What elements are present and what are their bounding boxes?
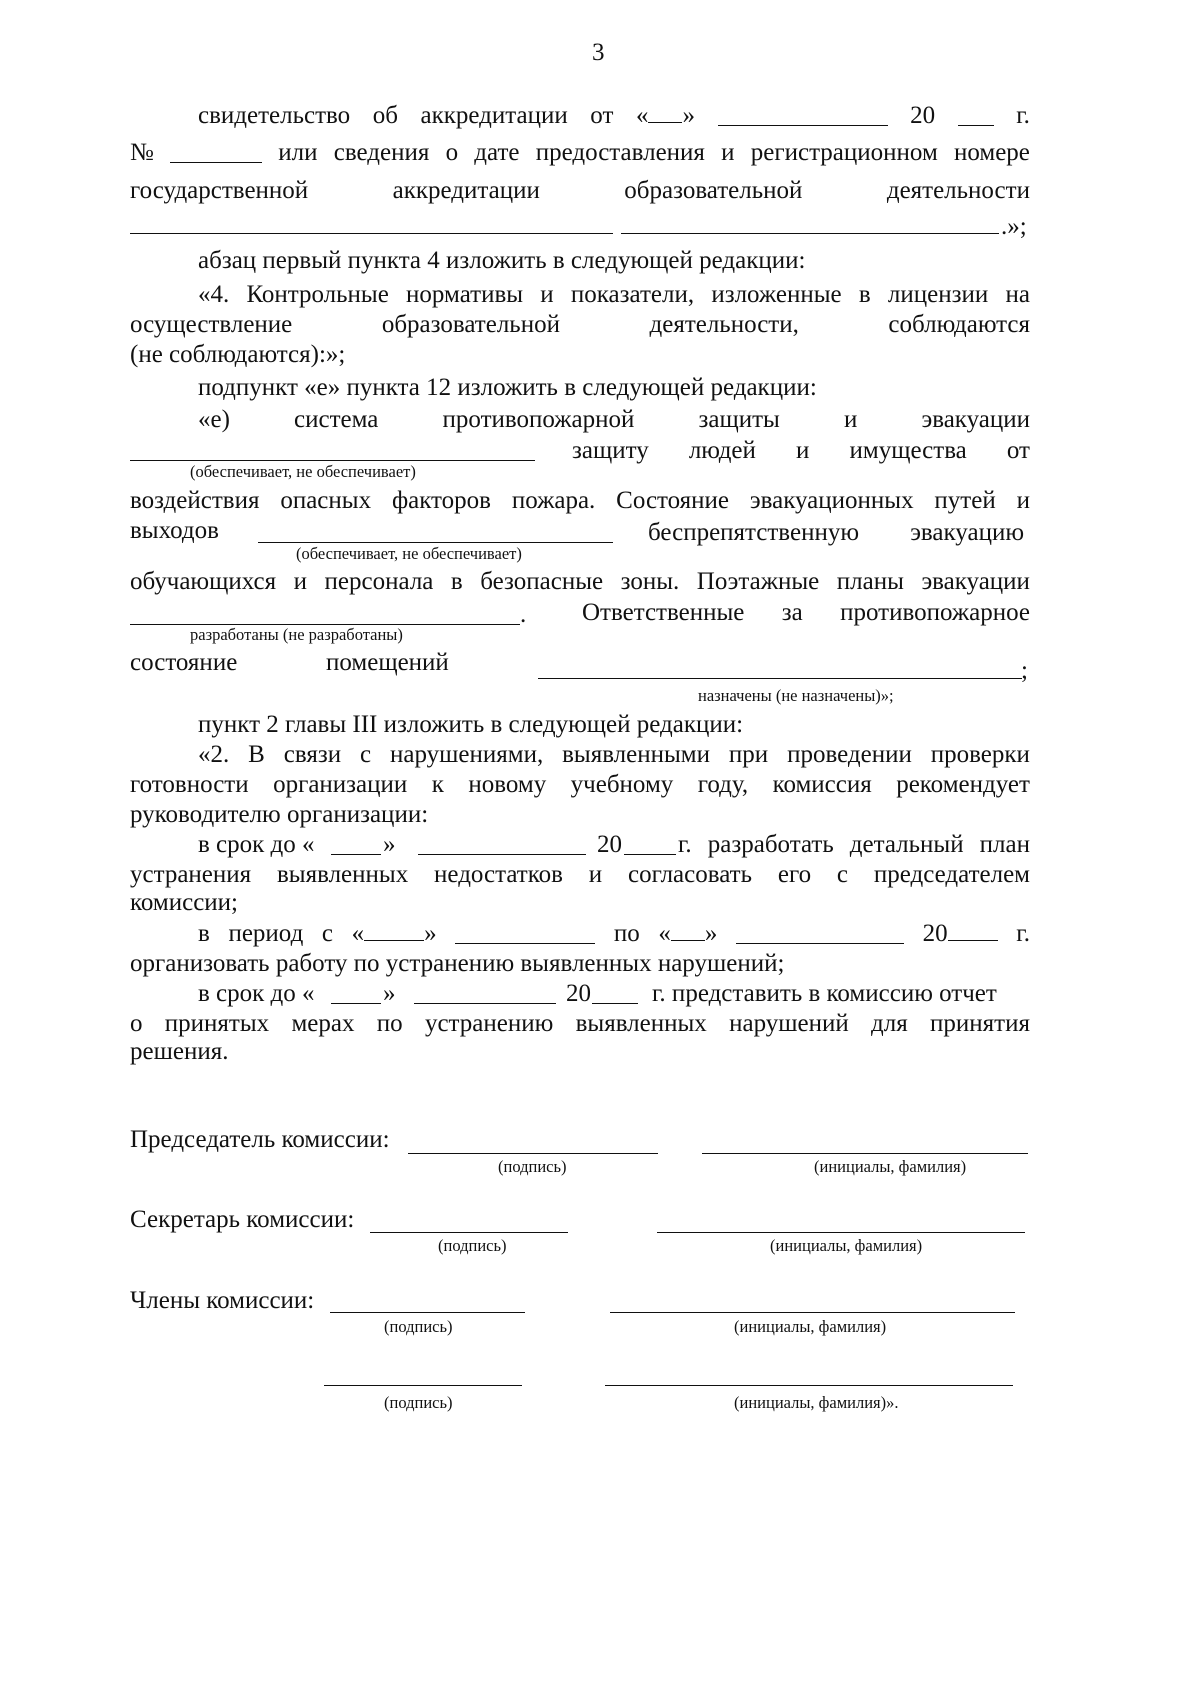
accreditation-line-2 bbox=[130, 138, 1030, 168]
item-2-line-6: комиссии; bbox=[130, 889, 238, 916]
word: об bbox=[372, 102, 398, 129]
to-year-field: 20 bbox=[923, 919, 998, 949]
member-name-line bbox=[610, 1312, 1015, 1313]
report-text: г. представить в комиссию отчет bbox=[652, 980, 997, 1007]
word: по bbox=[376, 1010, 403, 1037]
subitem-e-line-3 bbox=[130, 486, 1030, 516]
word: связи bbox=[283, 741, 342, 768]
month-field bbox=[718, 101, 888, 126]
word: лицензии bbox=[887, 281, 989, 308]
member-signature-line bbox=[324, 1385, 522, 1386]
quote-end: .»; bbox=[1001, 213, 1027, 240]
from-month-field bbox=[455, 919, 595, 944]
word: с bbox=[321, 920, 334, 947]
from-day-field: « » bbox=[351, 920, 437, 947]
word: планы bbox=[836, 568, 904, 595]
subitem-e-line-4 bbox=[648, 518, 1024, 548]
word: эвакуации bbox=[921, 568, 1030, 595]
word: г. bbox=[678, 831, 692, 858]
year-prefix: 20 bbox=[597, 831, 622, 858]
word: принятия bbox=[930, 1010, 1030, 1037]
word: эвакуации bbox=[921, 406, 1030, 433]
secretary-signature-line bbox=[370, 1232, 568, 1233]
word: обучающихся bbox=[130, 568, 277, 595]
word: или bbox=[278, 139, 318, 166]
semicolon: ; bbox=[1021, 657, 1028, 684]
day-field: « » bbox=[635, 102, 695, 129]
word: Ответственные bbox=[582, 599, 745, 626]
subitem-e-line-6 bbox=[582, 598, 1030, 628]
year-blank bbox=[592, 1003, 638, 1004]
word: зоны. bbox=[620, 568, 680, 595]
word: опасных bbox=[280, 487, 372, 514]
word: план bbox=[979, 831, 1030, 858]
word: беспрепятственную bbox=[648, 519, 859, 546]
word: и bbox=[1016, 487, 1030, 514]
number-sign: № bbox=[130, 139, 154, 166]
word: выявленными bbox=[562, 741, 711, 768]
word: государственной bbox=[130, 177, 309, 204]
word: разработать bbox=[707, 831, 834, 858]
word: показатели, bbox=[570, 281, 695, 308]
word: система bbox=[294, 406, 379, 433]
word: с bbox=[836, 861, 849, 888]
word: в bbox=[858, 281, 871, 308]
month-blank bbox=[414, 1003, 556, 1004]
item-4-line-3: (не соблюдаются):»; bbox=[130, 341, 346, 368]
word: согласовать bbox=[628, 861, 752, 888]
word: персонала bbox=[324, 568, 434, 595]
word: с bbox=[359, 741, 372, 768]
word: выявленных bbox=[575, 1010, 707, 1037]
word: году, bbox=[697, 771, 749, 798]
blank-line bbox=[621, 233, 999, 234]
item-2-line-10 bbox=[130, 1009, 1030, 1039]
word: противопожарное bbox=[840, 599, 1030, 626]
instruction-chapter-3: пункт 2 главы III изложить в следующей редакции: bbox=[198, 711, 744, 738]
word: «2. bbox=[198, 741, 230, 768]
item-2-line-11: решения. bbox=[130, 1038, 229, 1065]
word: новому bbox=[468, 771, 547, 798]
word: и bbox=[721, 139, 735, 166]
word: к bbox=[431, 771, 444, 798]
word: мерах bbox=[291, 1010, 355, 1037]
item-4-line-2 bbox=[130, 310, 1030, 340]
word: осуществление bbox=[130, 311, 293, 338]
word: воздействия bbox=[130, 487, 260, 514]
word: дате bbox=[474, 139, 520, 166]
hint-provides: (обеспечивает, не обеспечивает) bbox=[296, 544, 522, 563]
blank-line bbox=[130, 233, 613, 234]
word: при bbox=[728, 741, 769, 768]
exits-label: выходов bbox=[130, 517, 219, 544]
word: о bbox=[445, 139, 459, 166]
word: принятых bbox=[164, 1010, 270, 1037]
word: проверки bbox=[930, 741, 1030, 768]
word: защиту bbox=[572, 437, 649, 464]
word: и bbox=[843, 406, 858, 433]
word: организации bbox=[273, 771, 408, 798]
hint-provides: (обеспечивает, не обеспечивает) bbox=[190, 462, 416, 481]
word: В bbox=[248, 741, 265, 768]
word: «е) bbox=[198, 406, 230, 433]
word: Контрольные bbox=[246, 281, 389, 308]
word: комиссия bbox=[772, 771, 872, 798]
word: о bbox=[130, 1010, 143, 1037]
hint-appointed: назначены (не назначены)»; bbox=[698, 686, 894, 705]
instruction-paragraph-4: абзац первый пункта 4 изложить в следующей редакции: bbox=[198, 247, 806, 274]
page-number: 3 bbox=[592, 39, 605, 66]
accreditation-line-3 bbox=[130, 176, 1030, 206]
word: номере bbox=[953, 139, 1030, 166]
item-4-line-1 bbox=[198, 280, 1030, 310]
word: детальный bbox=[849, 831, 964, 858]
exits-blank bbox=[258, 542, 613, 543]
number-field bbox=[170, 138, 262, 163]
fire-protection-blank bbox=[130, 460, 535, 461]
signature-hint: (подпись) bbox=[438, 1236, 507, 1255]
quote-close: » bbox=[383, 980, 396, 1007]
subitem-e-line-2 bbox=[572, 436, 1030, 466]
subitem-e-line-5 bbox=[130, 567, 1030, 597]
day-blank bbox=[331, 854, 381, 855]
month-blank bbox=[418, 854, 586, 855]
word: устранению bbox=[424, 1010, 554, 1037]
word: эвакуационных bbox=[749, 487, 914, 514]
word: и bbox=[796, 437, 810, 464]
accreditation-line-1 bbox=[198, 101, 1030, 131]
word: противопожарной bbox=[442, 406, 635, 433]
to-day-field: « » bbox=[658, 920, 718, 947]
day-blank bbox=[331, 1003, 381, 1004]
chair-label: Председатель комиссии: bbox=[130, 1126, 390, 1153]
year-suffix: г. bbox=[1016, 102, 1030, 129]
responsible-blank bbox=[538, 678, 1022, 679]
word: свидетельство bbox=[198, 102, 351, 129]
signature-hint: (подпись) bbox=[384, 1393, 453, 1412]
word: Поэтажные bbox=[696, 568, 820, 595]
word: по bbox=[613, 920, 640, 947]
word: в bbox=[198, 920, 210, 947]
member-name-line bbox=[605, 1385, 1013, 1386]
year-field bbox=[958, 101, 994, 126]
word: в bbox=[450, 568, 463, 595]
secretary-name-line bbox=[657, 1232, 1025, 1233]
word: изложенные bbox=[711, 281, 842, 308]
word: «4. bbox=[198, 281, 230, 308]
instruction-subitem-e: подпункт «е» пункта 12 изложить в следующей редакции: bbox=[198, 374, 817, 401]
word: путей bbox=[934, 487, 996, 514]
word: устранения bbox=[130, 861, 252, 888]
word: проведении bbox=[787, 741, 912, 768]
name-hint: (инициалы, фамилия) bbox=[814, 1157, 967, 1176]
item-2-line-3: руководителю организации: bbox=[130, 801, 429, 828]
word: председателем bbox=[873, 861, 1030, 888]
name-hint-closing: (инициалы, фамилия)». bbox=[734, 1393, 899, 1412]
period-line bbox=[198, 919, 1030, 949]
word: эвакуацию bbox=[910, 519, 1024, 546]
year-prefix: 20 bbox=[910, 102, 936, 129]
word: его bbox=[777, 861, 812, 888]
chair-signature-line bbox=[408, 1153, 658, 1154]
word: имущества bbox=[849, 437, 967, 464]
word: и bbox=[293, 568, 308, 595]
word: предоставления bbox=[535, 139, 705, 166]
word: людей bbox=[688, 437, 756, 464]
word: регистрационном bbox=[750, 139, 938, 166]
word: от bbox=[1006, 437, 1030, 464]
name-hint: (инициалы, фамилия) bbox=[770, 1236, 923, 1255]
signature-hint: (подпись) bbox=[384, 1317, 453, 1336]
word: нарушений bbox=[729, 1010, 849, 1037]
hint-developed: разработаны (не разработаны) bbox=[190, 625, 403, 644]
word: и bbox=[588, 861, 603, 888]
word: сведения bbox=[333, 139, 430, 166]
item-2-line-8: организовать работу по устранению выявленных нарушений; bbox=[130, 950, 785, 977]
word: за bbox=[781, 599, 803, 626]
item-2-line-5 bbox=[130, 860, 1030, 890]
report-deadline-label: в срок до « bbox=[198, 980, 315, 1007]
members-label: Члены комиссии: bbox=[130, 1287, 315, 1314]
word: недостатков bbox=[434, 861, 563, 888]
rooms-label: помещений bbox=[326, 649, 449, 676]
secretary-label: Секретарь комиссии: bbox=[130, 1206, 355, 1233]
member-signature-line bbox=[330, 1312, 525, 1313]
word: аккредитации bbox=[420, 102, 568, 129]
word: образовательной bbox=[624, 177, 803, 204]
chair-name-line bbox=[702, 1153, 1028, 1154]
word: нарушениями, bbox=[390, 741, 544, 768]
word: Состояние bbox=[616, 487, 730, 514]
word: защиты bbox=[698, 406, 780, 433]
word: нормативы bbox=[406, 281, 524, 308]
word: от bbox=[590, 102, 614, 129]
word: безопасные bbox=[480, 568, 604, 595]
year-blank bbox=[624, 854, 676, 855]
word: выявленных bbox=[277, 861, 409, 888]
word: рекомендует bbox=[896, 771, 1030, 798]
word: учебному bbox=[570, 771, 674, 798]
word: аккредитации bbox=[392, 177, 540, 204]
word: на bbox=[1005, 281, 1030, 308]
subitem-e-line-1 bbox=[198, 405, 1030, 435]
item-2-line-1 bbox=[198, 740, 1030, 770]
name-hint: (инициалы, фамилия) bbox=[734, 1317, 887, 1336]
word: период bbox=[228, 920, 304, 947]
signature-hint: (подпись) bbox=[498, 1157, 567, 1176]
word: образовательной bbox=[381, 311, 560, 338]
item-2-line-2 bbox=[130, 770, 1030, 800]
to-month-field bbox=[736, 919, 904, 944]
period: . bbox=[520, 601, 527, 628]
year-prefix: 20 bbox=[566, 980, 591, 1007]
word: для bbox=[871, 1010, 908, 1037]
word: пожара. bbox=[511, 487, 596, 514]
word: деятельности, bbox=[649, 311, 799, 338]
quote-close: » bbox=[383, 831, 396, 858]
word: соблюдаются bbox=[888, 311, 1030, 338]
item-2-line-4 bbox=[678, 830, 1030, 860]
word: и bbox=[540, 281, 554, 308]
deadline-label: в срок до « bbox=[198, 831, 315, 858]
word: деятельности bbox=[886, 177, 1030, 204]
word: готовности bbox=[130, 771, 249, 798]
word: факторов bbox=[391, 487, 491, 514]
word: г. bbox=[1016, 920, 1030, 947]
state-label: состояние bbox=[130, 649, 238, 676]
